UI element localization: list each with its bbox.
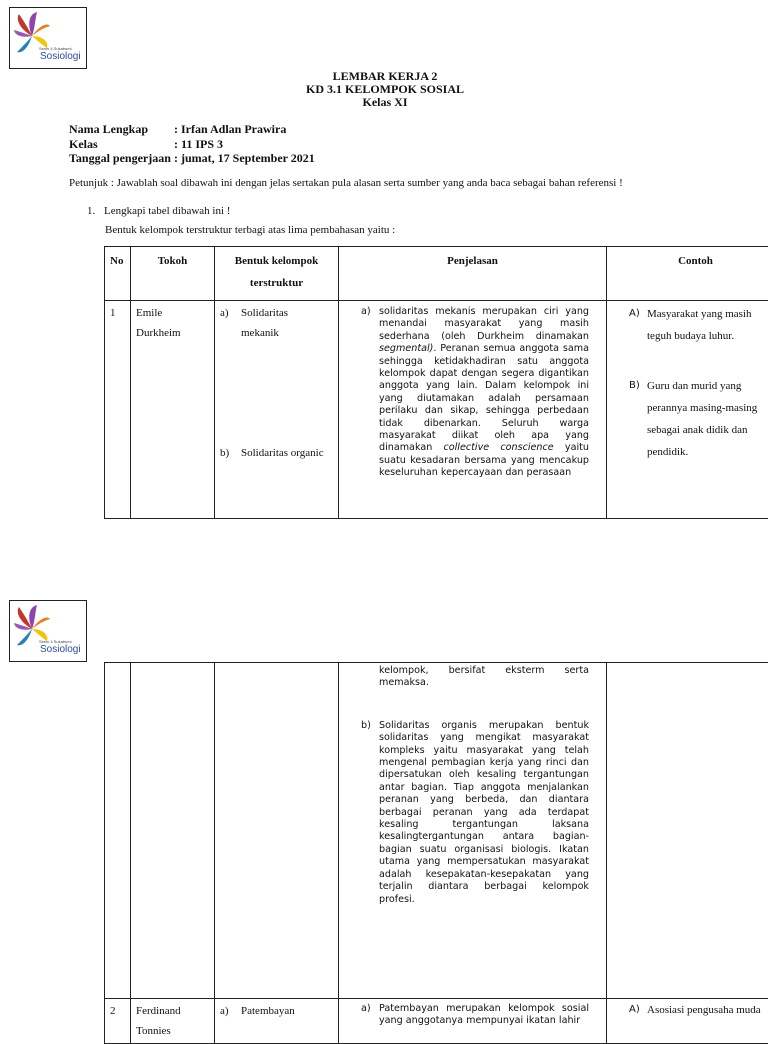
question-1 bbox=[87, 205, 230, 217]
row-tokoh bbox=[131, 301, 215, 519]
row-bentuk bbox=[215, 301, 339, 519]
contoh-item bbox=[629, 999, 768, 1021]
item-marker: a) bbox=[220, 303, 241, 343]
identity-row bbox=[69, 122, 315, 137]
logo bbox=[9, 7, 87, 69]
worksheet-heading bbox=[0, 70, 768, 109]
contoh-line: perannya masing-masing bbox=[629, 397, 768, 419]
logo-tagline: Senin 4 Sukabumi bbox=[39, 46, 71, 51]
contoh-line: Asosiasi pengusaha muda bbox=[647, 999, 761, 1021]
header-tokoh: Tokoh bbox=[131, 247, 215, 301]
identity-row bbox=[69, 151, 315, 166]
heading-title: LEMBAR KERJA 2 bbox=[0, 70, 768, 83]
row-tokoh bbox=[131, 663, 215, 999]
logo-name: Sosiologi bbox=[40, 644, 81, 655]
contoh-item bbox=[629, 375, 768, 397]
row-number: 1 bbox=[105, 301, 131, 519]
row-contoh bbox=[607, 301, 768, 519]
row-penjelasan bbox=[339, 301, 607, 519]
tokoh-line: Durkheim bbox=[136, 323, 209, 343]
heading-class: Kelas XI bbox=[0, 96, 768, 109]
header-penjelasan: Penjelasan bbox=[339, 247, 607, 301]
identity-label: Tanggal pengerjaan bbox=[69, 151, 174, 166]
penjelasan-italic: segmental) bbox=[379, 343, 433, 354]
answer-table bbox=[104, 246, 768, 519]
bentuk-item bbox=[220, 303, 333, 343]
row-number: 2 bbox=[105, 999, 131, 1044]
item-marker: b) bbox=[220, 443, 241, 463]
tokoh-line: Ferdinand bbox=[136, 1001, 209, 1021]
header-contoh: Contoh bbox=[607, 247, 768, 301]
question-text: Lengkapi tabel dibawah ini ! bbox=[104, 205, 230, 217]
bentuk-item bbox=[220, 1001, 333, 1021]
row-number bbox=[105, 663, 131, 999]
tokoh-line: Emile bbox=[136, 303, 209, 323]
penjelasan-italic: collective conscience bbox=[444, 442, 554, 453]
row-penjelasan bbox=[339, 663, 607, 999]
table-header-row bbox=[105, 247, 768, 301]
row-penjelasan bbox=[339, 999, 607, 1044]
penjelasan-segment: yaitu suatu kesadaran bersama yang mencakup keseluruhan kepercayaan dan perasaan bbox=[379, 442, 589, 478]
logo-name: Sosiologi bbox=[40, 51, 81, 62]
bentuk-text: Patembayan bbox=[241, 1001, 295, 1021]
item-marker: a) bbox=[361, 306, 379, 480]
tokoh-line: Tonnies bbox=[136, 1021, 209, 1041]
header-bentuk-line: terstruktur bbox=[215, 272, 338, 294]
item-marker: a) bbox=[361, 1003, 379, 1028]
question-number: 1. bbox=[87, 205, 95, 217]
table-row bbox=[105, 663, 768, 999]
question-subtext: Bentuk kelompok terstruktur terbagi atas lima pembahasan yaitu : bbox=[105, 224, 395, 236]
row-bentuk bbox=[215, 663, 339, 999]
contoh-line: pendidik. bbox=[629, 441, 768, 463]
row-tokoh bbox=[131, 999, 215, 1044]
item-marker: A) bbox=[629, 303, 647, 325]
penjelasan-text: kelompok, bersifat eksterm serta memaksa. bbox=[379, 665, 589, 690]
item-marker-blank bbox=[361, 665, 379, 690]
bentuk-item bbox=[220, 443, 333, 463]
table-row bbox=[105, 999, 768, 1044]
row-bentuk bbox=[215, 999, 339, 1044]
row-contoh bbox=[607, 663, 768, 999]
identity-label: Kelas bbox=[69, 137, 174, 152]
identity-row bbox=[69, 137, 315, 152]
bentuk-text: Solidaritas organic bbox=[241, 443, 324, 463]
item-marker: B) bbox=[629, 375, 647, 397]
identity-value: : Irfan Adlan Prawira bbox=[174, 122, 286, 137]
penjelasan-text bbox=[379, 306, 589, 480]
contoh-item bbox=[629, 303, 768, 325]
logo-tagline: Senin 4 Sukabumi bbox=[39, 639, 71, 644]
penjelasan-text: Patembayan merupakan kelompok sosial yang anggotanya mempunyai ikatan lahir bbox=[379, 1003, 589, 1028]
heading-kd: KD 3.1 KELOMPOK SOSIAL bbox=[0, 83, 768, 96]
header-bentuk-line: Bentuk kelompok bbox=[215, 250, 338, 272]
contoh-line: Masyarakat yang masih bbox=[647, 303, 751, 325]
row-contoh bbox=[607, 999, 768, 1044]
item-marker: A) bbox=[629, 999, 647, 1021]
identity-value: : jumat, 17 September 2021 bbox=[174, 151, 315, 166]
instruction-text: Petunjuk : Jawablah soal dibawah ini dengan jelas sertakan pula alasan serta sumber yang anda baca sebagai bahan referensi ! bbox=[69, 177, 623, 189]
contoh-line: teguh budaya luhur. bbox=[629, 325, 768, 347]
contoh-line: Guru dan murid yang bbox=[647, 375, 741, 397]
penjelasan-item bbox=[361, 665, 592, 690]
header-bentuk bbox=[215, 247, 339, 301]
identity-block bbox=[69, 122, 315, 166]
penjelasan-segment: solidaritas mekanis merupakan ciri yang menandai masyarakat yang masih sederhana (oleh Durkheim dinamakan bbox=[379, 306, 589, 342]
identity-value: : 11 IPS 3 bbox=[174, 137, 223, 152]
table-row bbox=[105, 301, 768, 519]
contoh-line: sebagai anak didik dan bbox=[629, 419, 768, 441]
penjelasan-segment: . Peranan semua anggota sama sehingga ketidakhadiran satu anggota kelompok dapat dengan segera digantikan anggota yang lain. Dalam kelompok ini yang diutamakan adalah persamaan perilaku dan sikap, sehingga perbedaan tidak dibenarkan. Seluruh warga masyarakat diikat oleh apa yang dinamakan bbox=[379, 343, 589, 453]
header-no: No bbox=[105, 247, 131, 301]
answer-table-continued bbox=[104, 662, 768, 1044]
identity-label: Nama Lengkap bbox=[69, 122, 174, 137]
bentuk-line: mekanik bbox=[241, 323, 288, 343]
item-marker: b) bbox=[361, 720, 379, 906]
item-marker: a) bbox=[220, 1001, 241, 1021]
logo bbox=[9, 600, 87, 662]
bentuk-line: Solidaritas bbox=[241, 303, 288, 323]
penjelasan-text: Solidaritas organis merupakan bentuk solidaritas yang mengikat masyarakat kompleks yaitu masyarakat yang telah mengenal pembagian kerja yang rinci dan dipersatukan oleh kesaling tergantungan antar bagian. Tiap anggota menjalankan peranan yang berbeda, dan diantara berbagai peranan yang ada terdapat kesaling tergantungan laksana kesalingtergantungan antara bagian-bagian suatu organisasi biologis. Ikatan utama yang mempersatukan masyarakat adalah kesepakatan-kesepakatan yang terjalin diantara berbagai kelompok profesi. bbox=[379, 720, 589, 906]
penjelasan-item bbox=[361, 720, 592, 906]
penjelasan-item bbox=[361, 1003, 592, 1028]
penjelasan-item bbox=[361, 306, 592, 480]
